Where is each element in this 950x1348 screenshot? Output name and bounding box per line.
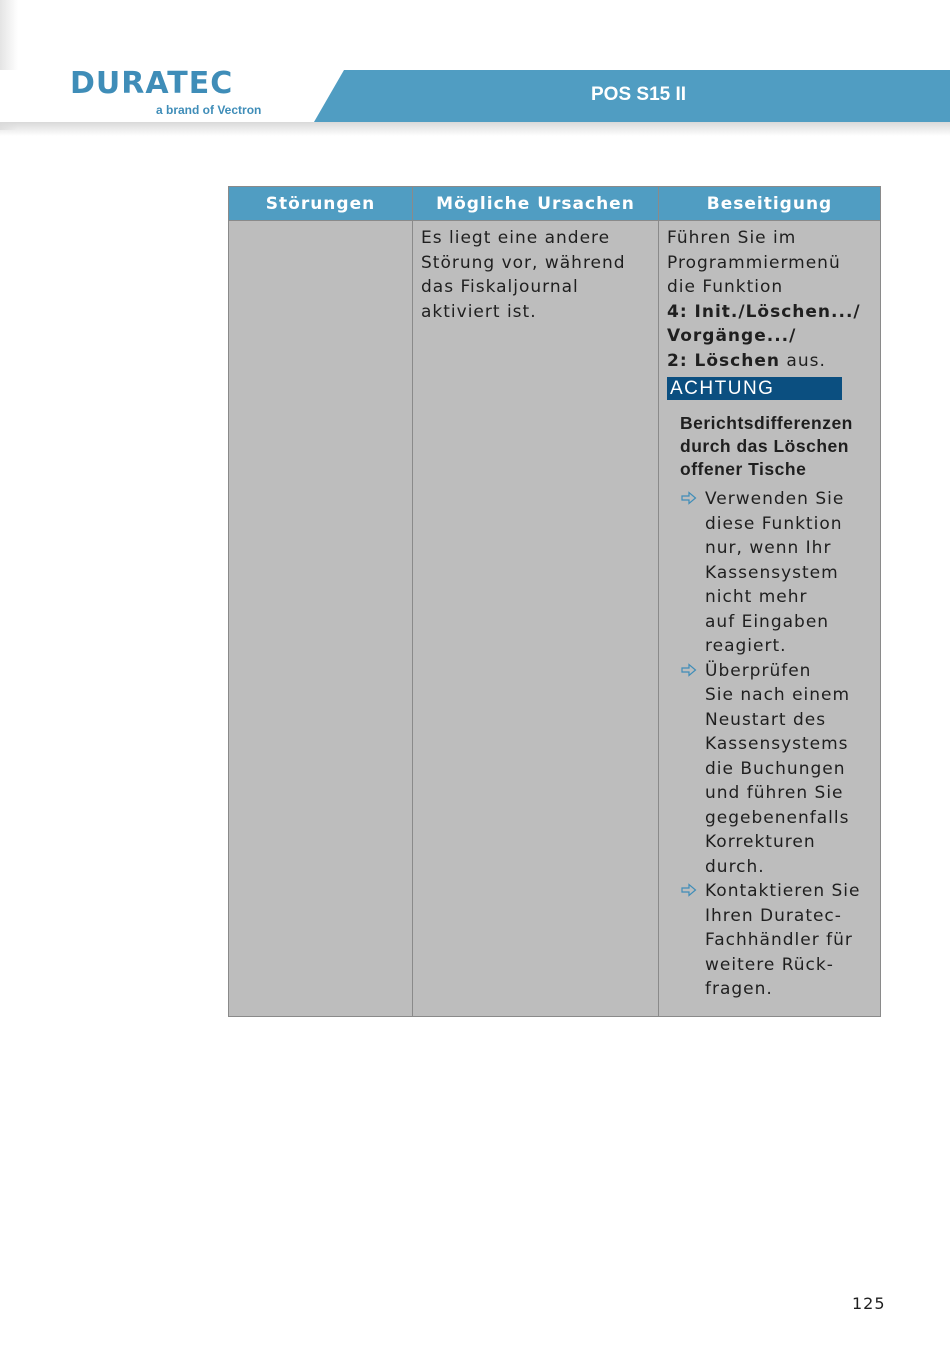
bullet-line: Neustart des bbox=[705, 709, 827, 730]
warning-label: ACHTUNG bbox=[667, 377, 842, 400]
ursache-line: Es liegt eine andere bbox=[421, 228, 611, 248]
duratec-logo bbox=[70, 66, 300, 122]
page-header bbox=[0, 66, 950, 122]
arrow-right-icon bbox=[681, 883, 697, 897]
column-header-stoerungen: Störungen bbox=[229, 187, 413, 221]
column-header-ursachen: Mögliche Ursachen bbox=[413, 187, 659, 221]
bullet-line: reagiert. bbox=[705, 636, 787, 656]
cell-ursache bbox=[413, 221, 659, 1017]
list-item bbox=[667, 487, 872, 659]
bullet-line: durch. bbox=[705, 856, 765, 877]
arrow-right-icon bbox=[681, 663, 697, 677]
bullet-line: Kassensystem bbox=[705, 562, 839, 583]
troubleshooting-table bbox=[228, 186, 881, 1017]
logo-wordmark: DURATEC bbox=[70, 66, 234, 101]
ursache-line: Störung vor, während bbox=[421, 252, 626, 273]
table-header-row bbox=[229, 187, 881, 221]
ursache-line: aktiviert ist. bbox=[421, 301, 537, 322]
intro-line: die Funktion bbox=[667, 277, 784, 297]
intro-line: Programmiermenü bbox=[667, 252, 841, 273]
menu-path-3 bbox=[667, 349, 872, 374]
arrow-right-icon bbox=[681, 491, 697, 505]
list-item bbox=[667, 879, 872, 1002]
bullet-line: weitere Rück- bbox=[705, 954, 834, 975]
bullet-line: Verwenden Sie bbox=[705, 489, 845, 509]
bullet-line: Kassensystems bbox=[705, 734, 849, 754]
cell-beseitigung bbox=[659, 221, 881, 1017]
menu-path-3-rest: aus. bbox=[780, 350, 826, 371]
bullet-line: Ihren Duratec- bbox=[705, 905, 842, 926]
bullet-line: nur, wenn Ihr bbox=[705, 538, 832, 558]
bullet-line: und führen Sie bbox=[705, 783, 844, 803]
column-header-beseitigung: Beseitigung bbox=[659, 187, 881, 221]
bullet-line: Sie nach einem bbox=[705, 685, 851, 705]
list-item bbox=[667, 659, 872, 880]
bullet-line: Kontaktieren Sie bbox=[705, 881, 861, 901]
menu-path-3-bold: 2: Löschen bbox=[667, 350, 780, 371]
warning-title bbox=[667, 412, 872, 481]
bullet-line: Korrekturen bbox=[705, 832, 816, 852]
logo-subtitle: a brand of Vectron bbox=[156, 103, 262, 117]
bullet-line: nicht mehr bbox=[705, 587, 808, 607]
intro-line: Führen Sie im bbox=[667, 228, 797, 248]
bullet-line: Überprüfen bbox=[705, 660, 812, 681]
table-row bbox=[229, 221, 881, 1017]
menu-path-1: 4: Init./Löschen.../ bbox=[667, 301, 861, 322]
warning-title-line: offener Tische bbox=[680, 459, 807, 479]
bullet-line: fragen. bbox=[705, 979, 773, 999]
bullet-line: diese Funktion bbox=[705, 513, 843, 534]
ursache-line: das Fiskaljournal bbox=[421, 277, 579, 297]
warning-title-line: durch das Löschen bbox=[680, 436, 849, 456]
page-number: 125 bbox=[852, 1294, 886, 1313]
warning-title-line: Berichtsdifferenzen bbox=[680, 413, 853, 433]
cell-stoerung bbox=[229, 221, 413, 1017]
bullet-line: die Buchungen bbox=[705, 758, 846, 779]
header-title: POS S15 II bbox=[591, 84, 687, 105]
menu-path-2: Vorgänge.../ bbox=[667, 326, 797, 346]
bullet-line: Fachhändler für bbox=[705, 930, 853, 950]
bullet-line: auf Eingaben bbox=[705, 611, 830, 632]
header-shadow bbox=[0, 122, 950, 136]
bullet-line: gegebenenfalls bbox=[705, 807, 850, 828]
